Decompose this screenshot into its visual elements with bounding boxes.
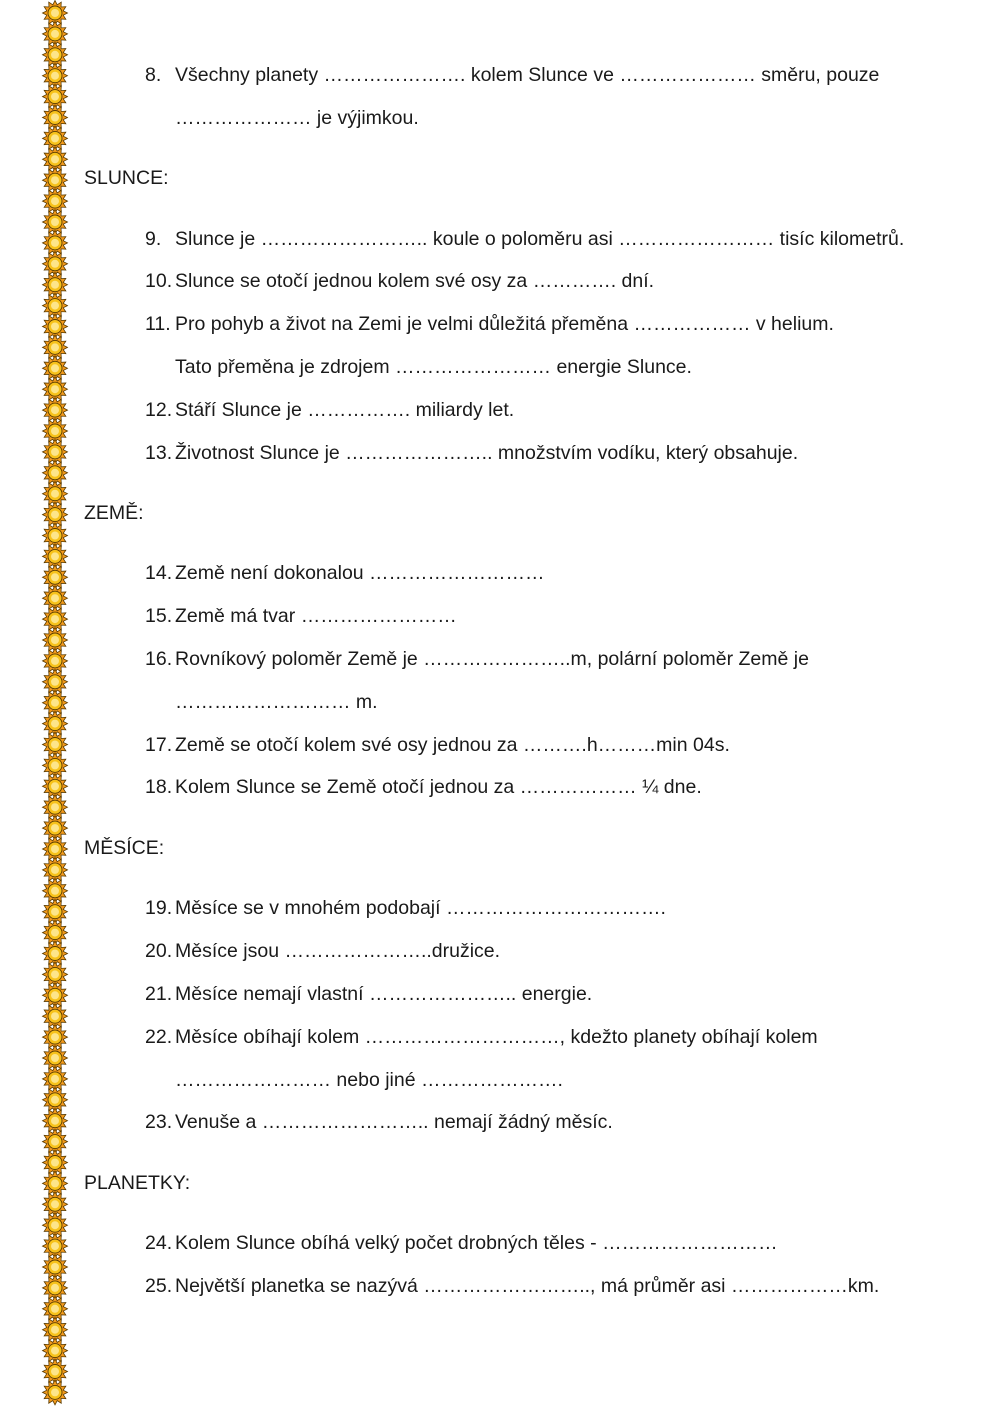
question-16-continued: ……………………… m. [175,691,378,713]
question-number: 17. [145,734,173,756]
question-21 [145,982,592,1006]
question-8-continued: ………………… je výjimkou. [175,107,419,129]
question-text: Země se otočí kolem své osy jednou za ……….h………min 04s. [175,734,730,756]
question-text: Všechny planety …………………. kolem Slunce ve ………………… směru, pouze [175,64,880,86]
question-20 [145,939,500,963]
question-number: 22. [145,1026,173,1048]
question-number: 21. [145,983,173,1005]
section-heading-zeme: ZEMĚ: [84,502,144,524]
section-heading-slunce: SLUNCE: [84,167,169,189]
question-25 [145,1274,879,1298]
question-number: 15. [145,605,173,627]
question-text: Měsíce jsou …………………..družice. [175,940,501,962]
question-13 [145,441,798,465]
question-16 [145,647,809,671]
question-number: 20. [145,940,173,962]
question-9 [145,227,904,251]
question-11-continued: Tato přeměna je zdrojem …………………… energie Slunce. [175,356,692,378]
question-number: 24. [145,1232,173,1254]
question-number: 23. [145,1111,173,1133]
question-12 [145,398,514,422]
question-number: 12. [145,399,173,421]
question-text: Kolem Slunce obíhá velký počet drobných těles - ……………………… [175,1232,778,1254]
question-11 [145,312,834,336]
question-text: Pro pohyb a život na Zemi je velmi důležitá přeměna ……………… v helium. [175,313,834,335]
question-number: 14. [145,562,173,584]
question-19 [145,896,666,920]
section-heading-planetky: PLANETKY: [84,1172,191,1194]
question-text: Největší planetka se nazývá …………………….., má průměr asi ………………km. [175,1275,880,1297]
question-17 [145,733,730,757]
question-number: 11. [145,313,171,335]
sun-border [40,0,70,1413]
question-number: 25. [145,1275,173,1297]
question-18 [145,775,702,799]
sun-icon [43,1380,68,1405]
question-text: Slunce se otočí jednou kolem své osy za …………. dní. [175,270,655,292]
question-number: 13. [145,442,173,464]
question-number: 9. [145,228,162,250]
question-14 [145,561,545,585]
question-text: Stáří Slunce je ……………. miliardy let. [175,399,515,421]
question-text: Slunce je …………………….. koule o poloměru asi …………………… tisíc kilometrů. [175,228,905,250]
question-number: 8. [145,64,162,86]
question-text: Měsíce nemají vlastní ………………….. energie. [175,983,593,1005]
question-22-continued: …………………… nebo jiné …………………. [175,1069,563,1091]
question-text: Venuše a …………………….. nemají žádný měsíc. [175,1111,613,1133]
question-text: Rovníkový poloměr Země je …………………..m, polární poloměr Země je [175,648,809,670]
question-8 [145,63,879,87]
question-number: 18. [145,776,173,798]
question-10 [145,269,654,293]
question-text: Měsíce obíhají kolem …………………………, kdežto planety obíhají kolem [175,1026,818,1048]
question-text: Země má tvar …………………… [175,605,457,627]
question-text: Měsíce se v mnohém podobají ……………………………. [175,897,666,919]
question-number: 19. [145,897,173,919]
question-number: 16. [145,648,173,670]
question-23 [145,1110,613,1134]
question-text: Země není dokonalou ……………………… [175,562,545,584]
question-24 [145,1231,778,1255]
question-text: Životnost Slunce je ………………….. množstvím vodíku, který obsahuje. [175,442,799,464]
question-number: 10. [145,270,173,292]
question-text: Kolem Slunce se Země otočí jednou za ……………… ¼ dne. [175,776,702,798]
question-15 [145,604,457,628]
question-22 [145,1025,818,1049]
section-heading-mesice: MĚSÍCE: [84,837,165,859]
